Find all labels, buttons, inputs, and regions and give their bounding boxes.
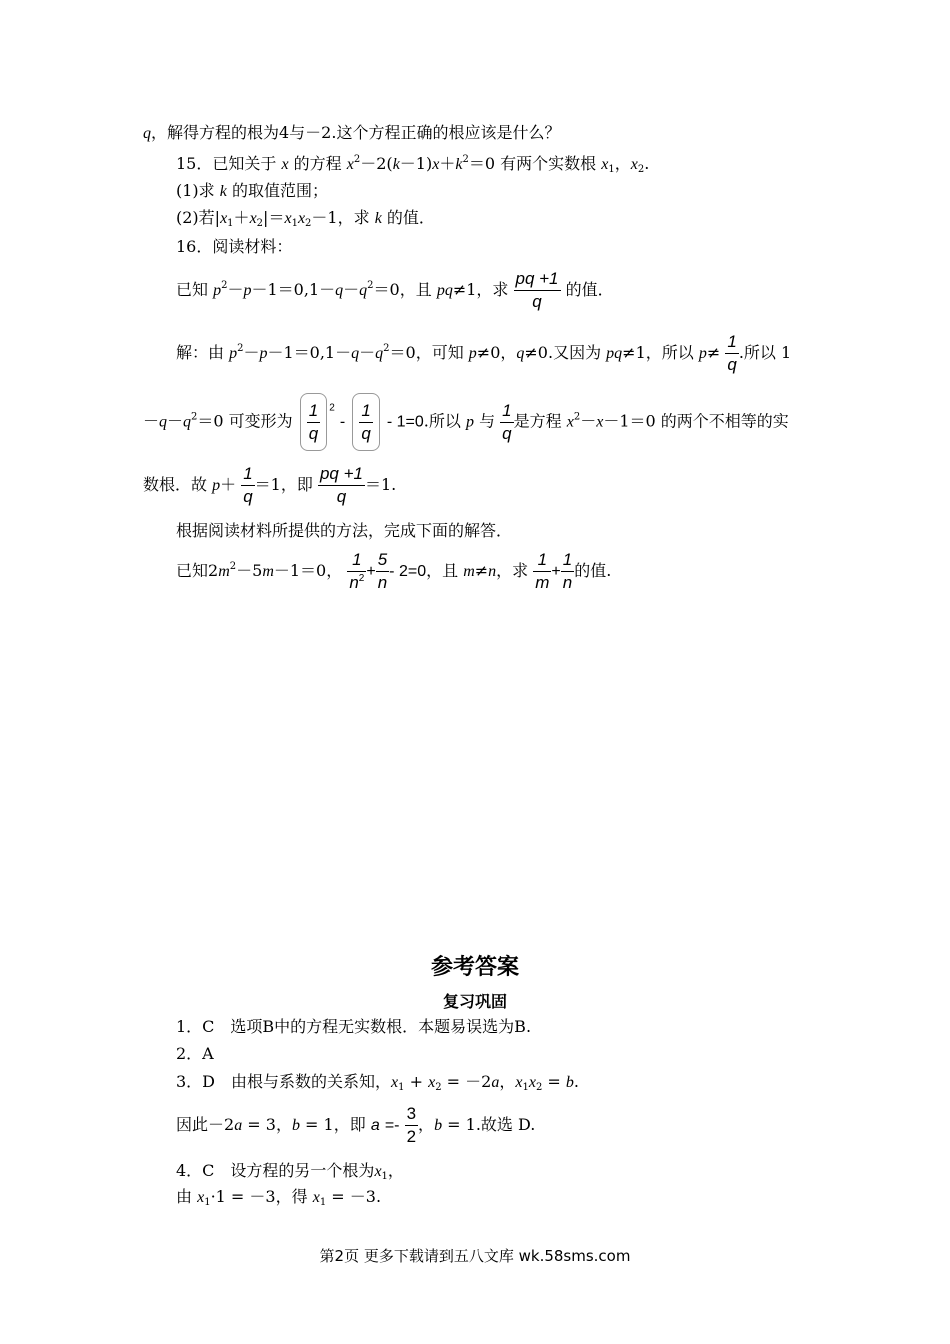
fraction-5-over-n: $\frac{5}{n}$ [377,550,388,592]
paren-1-over-q-2: $\frac{1}{q}$ [352,393,379,451]
solution-line-3: 数根．故 p＋ $\frac{1}{q}$ ＝1，即 $\frac{pq +1}{q}$ ＝1. [143,464,397,506]
fraction-1-over-m: $\frac{1}{m}$ [535,550,550,592]
answers-heading: 参考答案 [430,954,519,980]
answer-4-cont: 由 $x_1\cdot 1 = -3$，得 $x_1 = -3$. [176,1187,382,1208]
problem-15-part-1: (1)求 k 的取值范围； [176,181,328,200]
answer-4: 4．C 设方程的另一个根为$x_1$， [176,1161,404,1182]
fraction-1-over-q-3: $\frac{1}{q}$ [243,464,253,506]
fraction-1-over-q: $\frac{1}{q}$ [727,332,737,374]
fraction-pq-plus-1-over-q-2: $\frac{pq +1}{q}$ [319,464,363,506]
problem-16-given: 已知 $p^2-p-1=0,1-q-q^2=0$，且 pq≠1，求 $\frac{pq +1}{q}$ 的值． [176,269,614,311]
answer-1: 1．C 选项B中的方程无实数根．本题易误选为B. [176,1017,532,1036]
fraction-1-over-n-squared: $\frac{1}{n^2}$ [349,550,365,592]
answer-2: 2．A [176,1044,214,1063]
fraction-pq-plus-1-over-q: $\frac{pq +1}{q}$ [515,269,559,311]
answer-3: 3．D 由根与系数的关系知，$x_1 + x_2 = -2a$，$x_1x_2 = b$. [176,1072,579,1093]
instruction: 根据阅读材料所提供的方法，完成下面的解答． [176,521,513,540]
problem-15-part-2: (2)若$|x_1+x_2|=x_1x_2-1$，求 k 的值． [176,208,435,229]
paren-1-over-q: $\frac{1}{q}$ [300,393,327,451]
answers-subheading: 复习巩固 [442,992,507,1011]
task: 已知$2m^2-5m-1=0$， $\frac{1}{n^2}$ + $\frac{5}{n}$ - 2=0，且 m≠n，求 $\frac{1}{m}$ + $\frac{1}{n}$ 的值. [176,550,612,592]
problem-15: 15．已知关于 x 的方程 $x^2-2(k-1)x+k^2=0$ 有两个实数根 $x_1$，$x_2$. [176,154,650,175]
problem-14-tail: q，解得方程的根为4与－2.这个方程正确的根应该是什么？ [143,123,561,142]
fraction-1-over-q-2: $\frac{1}{q}$ [502,400,512,443]
problem-16-title: 16．阅读材料： [176,237,293,256]
page-footer: 第2页 更多下载请到五八文库 wk.58sms.com [319,1247,631,1265]
fraction-1-over-n: $\frac{1}{n}$ [562,550,573,592]
solution-line-1: 解：由 $p^2-p-1=0,1-q-q^2=0$，可知 p≠0，q≠0.又因为 pq≠1，所以 p≠ $\frac{1}{q}$ .所以 1 [176,332,792,374]
answer-3-cont: 因此－2a = 3，b = 1，即 a =- $\frac{3}{2}$ ，b = 1.故选 D. [176,1104,536,1146]
fraction-3-over-2: $\frac{3}{2}$ [406,1104,417,1146]
solution-line-2: $-q-q^2=0$ 可变形为 $\frac{1}{q}$ $^2$ - $\frac{1}{q}$ - 1=0.所以 p 与 $\frac{1}{q}$ 是方程 $x^2-x-1=0$ 的两个不相等的实 [143,393,789,451]
